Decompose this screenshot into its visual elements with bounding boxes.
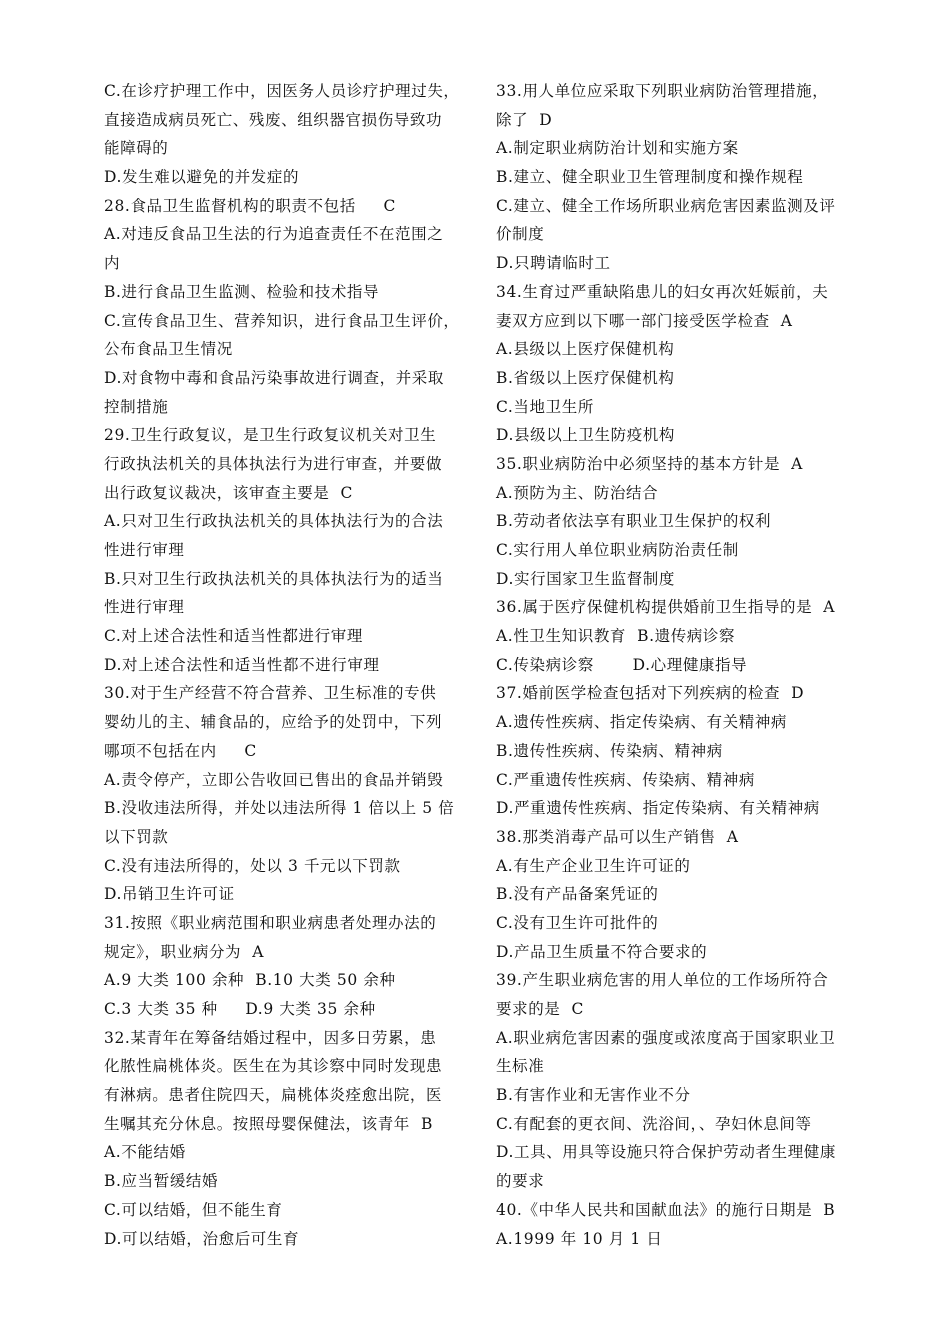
right-column-line: A.县级以上医疗保健机构 (496, 340, 675, 359)
right-column-line: 妻双方应到以下哪一部门接受医学检查 A (496, 311, 793, 330)
left-column-line: C.没有违法所得的，处以 3 千元以下罚款 (104, 856, 401, 875)
right-column-line: D.实行国家卫生监督制度 (496, 569, 676, 588)
right-column-line: B.省级以上医疗保健机构 (496, 368, 675, 387)
right-column-line: A.有生产企业卫生许可证的 (496, 856, 691, 875)
left-column-line: 性进行审理 (104, 541, 185, 559)
left-column-line: 31.按照《职业病范围和职业病患者处理办法的 (104, 913, 437, 932)
left-column-line: D.对上述合法性和适当性都不进行审理 (104, 655, 380, 674)
left-column-line: 哪项不包括在内 C (104, 741, 257, 760)
right-column-line: 34.生育过严重缺陷患儿的妇女再次妊娠前，夫 (496, 282, 829, 301)
left-column-line: B.进行食品卫生监测、检验和技术指导 (104, 282, 380, 301)
left-column-line: C.宣传食品卫生、营养知识，进行食品卫生评价， (104, 311, 460, 330)
right-column-line: A.性卫生知识教育 B.遗传病诊察 (496, 627, 736, 646)
left-column-line: 婴幼儿的主、辅食品的，应给予的处罚中，下列 (104, 713, 443, 732)
left-column-line: 30.对于生产经营不符合营养、卫生标准的专供 (104, 684, 437, 703)
right-column-line: A.制定职业病防治计划和实施方案 (496, 139, 739, 158)
left-column-line: A.只对卫生行政执法机关的具体执法行为的合法 (104, 512, 444, 531)
right-column-line: C.当地卫生所 (496, 397, 594, 416)
right-column-line: C.建立、健全工作场所职业病危害因素监测及评 (496, 196, 836, 215)
left-column-line: 有淋病。患者住院四天，扁桃体炎痊愈出院，医 (104, 1086, 443, 1105)
right-column-line: B.建立、健全职业卫生管理制度和操作规程 (496, 168, 804, 187)
right-column-line: C.实行用人单位职业病防治责任制 (496, 541, 739, 559)
right-column-line: B.遗传性疾病、传染病、精神病 (496, 741, 723, 760)
right-column-line: 价制度 (496, 225, 545, 244)
right-column-line: D.县级以上卫生防疫机构 (496, 426, 676, 445)
left-column-line: 生嘱其充分休息。按照母婴保健法，该青年 B (104, 1114, 433, 1133)
left-column-line: A.不能结婚 (104, 1143, 186, 1162)
right-column-line: D.工具、用具等设施只符合保护劳动者生理健康 (496, 1143, 837, 1162)
right-column-line: 33.用人单位应采取下列职业病防治管理措施， (496, 82, 829, 100)
left-column-line: A.责令停产，立即公告收回已售出的食品并销毁 (104, 770, 444, 789)
left-column-line: A.9 大类 100 余种 B.10 大类 50 余种 (104, 971, 396, 990)
right-column-line: 36.属于医疗保健机构提供婚前卫生指导的是 A (496, 598, 836, 617)
right-column-line: 40.《中华人民共和国献血法》的施行日期是 B (496, 1200, 836, 1219)
left-column-line: B.只对卫生行政执法机关的具体执法行为的适当 (104, 569, 444, 588)
right-column-line: C.严重遗传性疾病、传染病、精神病 (496, 770, 755, 789)
left-column-line: 出行政复议裁决，该审查主要是 C (104, 483, 353, 502)
left-column-line: 能障碍的 (104, 139, 169, 158)
left-column-line: 行政执法机关的具体执法行为进行审查，并要做 (104, 454, 443, 473)
right-column-line: B.有害作业和无害作业不分 (496, 1086, 691, 1105)
right-column-line: 的要求 (496, 1172, 545, 1191)
right-column-line: D.严重遗传性疾病、指定传染病、有关精神病 (496, 799, 820, 818)
left-column-line: D.发生难以避免的并发症的 (104, 168, 300, 187)
left-column-line: D.可以结婚，治愈后可生育 (104, 1229, 300, 1248)
right-column-line: A.预防为主、防治结合 (496, 483, 659, 502)
left-column-line: 性进行审理 (104, 598, 185, 617)
left-column-line: 公布食品卫生情况 (104, 340, 233, 359)
right-column-line: B.劳动者依法享有职业卫生保护的权利 (496, 512, 772, 531)
left-column-line: C.对上述合法性和适当性都进行审理 (104, 627, 363, 646)
right-column-line: 除了 D (496, 110, 553, 129)
right-column-line: D.产品卫生质量不符合要求的 (496, 942, 708, 961)
right-column-line: C.没有卫生许可批件的 (496, 913, 659, 932)
right-column-line: 38.那类消毒产品可以生产销售 A (496, 827, 739, 846)
right-column-line: B.没有产品备案凭证的 (496, 885, 659, 904)
right-column-line: A.遗传性疾病、指定传染病、有关精神病 (496, 713, 788, 732)
left-column-line: A.对违反食品卫生法的行为追查责任不在范围之 (104, 225, 444, 244)
left-column-line: D.吊销卫生许可证 (104, 885, 235, 904)
right-column-line: 生标准 (496, 1057, 545, 1076)
left-text-column (104, 77, 464, 1253)
right-column-line: A.1999 年 10 月 1 日 (496, 1229, 663, 1248)
left-column-line: C.可以结婚，但不能生育 (104, 1200, 283, 1219)
right-column-line: 39.产生职业病危害的用人单位的工作场所符合 (496, 971, 829, 990)
right-column-line: 要求的是 C (496, 1000, 584, 1018)
left-column-line: 内 (104, 254, 121, 273)
right-column-line: C.传染病诊察 D.心理健康指导 (496, 655, 748, 674)
right-text-column (496, 77, 856, 1253)
left-column-line: 直接造成病员死亡、残废、组织器官损伤导致功 (104, 110, 443, 129)
left-column-line: B.没收违法所得，并处以违法所得 1 倍以上 5 倍 (104, 799, 455, 818)
left-column-line: 以下罚款 (104, 827, 169, 846)
left-column-line: 规定》，职业病分为 A (104, 942, 264, 961)
left-column-line: B.应当暂缓结婚 (104, 1172, 219, 1191)
left-column-line: 32.某青年在筹备结婚过程中，因多日劳累，患 (104, 1028, 437, 1047)
left-column-line: 控制措施 (104, 397, 169, 416)
right-column-line: A.职业病危害因素的强度或浓度高于国家职业卫 (496, 1028, 836, 1047)
left-column-line: 29.卫生行政复议，是卫生行政复议机关对卫生 (104, 426, 437, 445)
right-column-line: D.只聘请临时工 (496, 254, 611, 273)
left-column-line: C.3 大类 35 种 D.9 大类 35 余种 (104, 1000, 376, 1018)
left-column-line: C.在诊疗护理工作中，因医务人员诊疗护理过失， (104, 82, 460, 100)
left-column-line: 28.食品卫生监督机构的职责不包括 C (104, 196, 396, 215)
left-column-line: 化脓性扁桃体炎。医生在为其诊察中同时发现患 (104, 1057, 443, 1076)
left-column-line: D.对食物中毒和食品污染事故进行调查，并采取 (104, 368, 445, 387)
right-column-line: 35.职业病防治中必须坚持的基本方针是 A (496, 454, 803, 473)
right-column-line: C.有配套的更衣间、洗浴间，、孕妇休息间等 (496, 1114, 812, 1133)
right-column-line: 37.婚前医学检查包括对下列疾病的检查 D (496, 684, 805, 703)
